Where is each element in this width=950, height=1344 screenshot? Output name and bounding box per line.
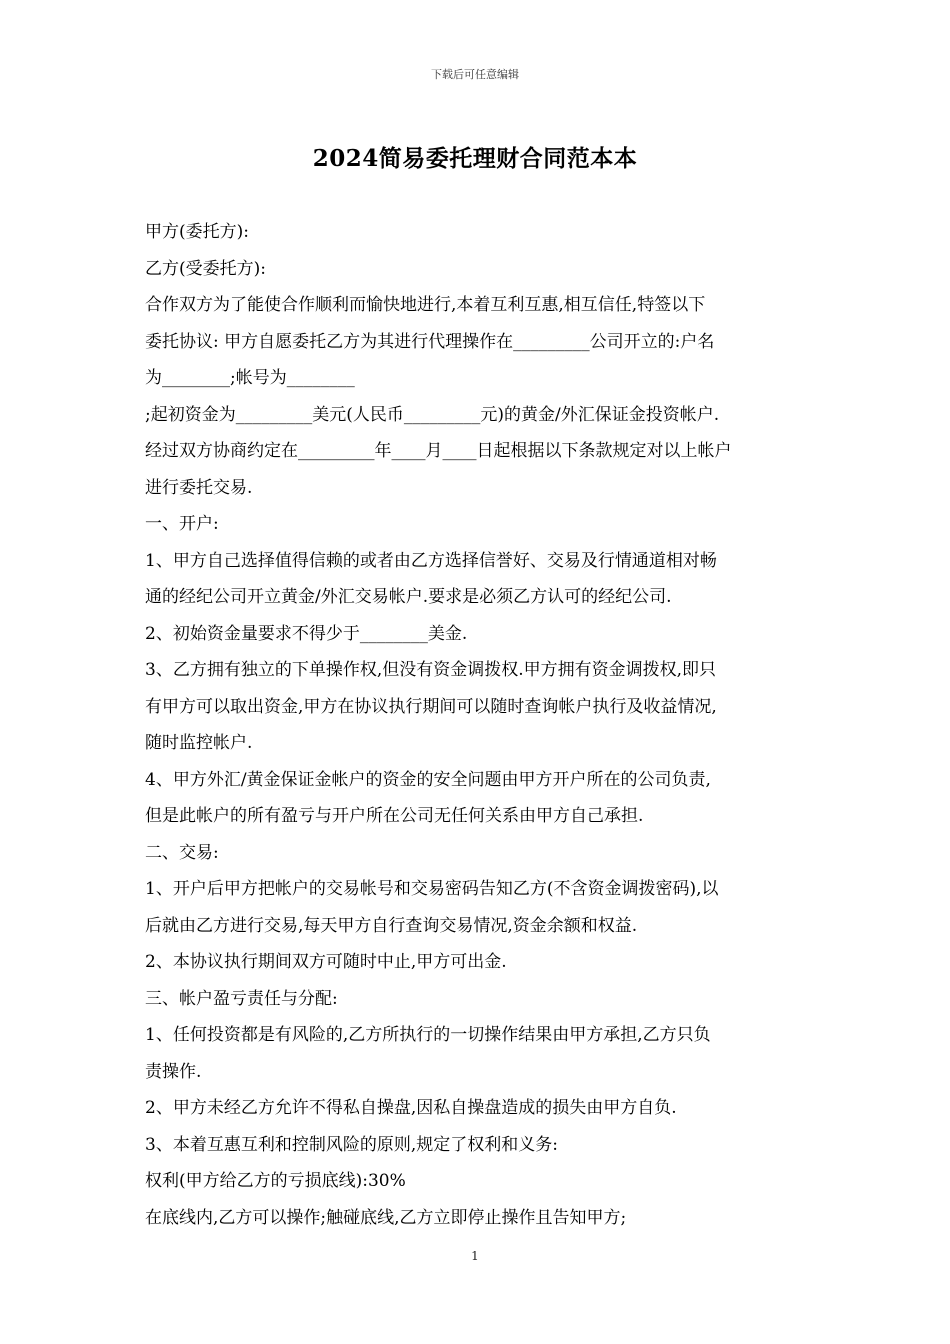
text-line: 后就由乙方进行交易,每天甲方自行查询交易情况,资金余额和权益. bbox=[145, 915, 638, 936]
page-number: 1 bbox=[471, 1249, 479, 1263]
text-line: 责操作. bbox=[145, 1061, 202, 1082]
text-line: 有甲方可以取出资金,甲方在协议执行期间可以随时查询帐户执行及收益情况, bbox=[145, 696, 717, 717]
text-line: 3、乙方拥有独立的下单操作权,但没有资金调拨权.甲方拥有资金调拨权,即只 bbox=[145, 660, 717, 680]
text-line: 乙方(受委托方): bbox=[145, 258, 266, 279]
text-line: 委托协议: 甲方自愿委托乙方为其进行代理操作在_________公司开立的:户名 bbox=[145, 331, 715, 352]
text-line: 甲方(委托方): bbox=[145, 222, 249, 242]
text-line: 随时监控帐户. bbox=[145, 733, 253, 753]
text-line: 但是此帐户的所有盈亏与开户所在公司无任何关系由甲方自己承担. bbox=[145, 806, 644, 826]
text-line: 权利(甲方给乙方的亏损底线):30% bbox=[145, 1171, 406, 1191]
text-line: 4、甲方外汇/黄金保证金帐户的资金的安全问题由甲方开户所在的公司负责, bbox=[145, 769, 711, 790]
document-title: 2024简易委托理财合同范本本 bbox=[312, 145, 638, 172]
text-line: 三、帐户盈亏责任与分配: bbox=[145, 988, 338, 1009]
text-line: 经过双方协商约定在_________年____月____日起根据以下条款规定对以上帐户 bbox=[145, 441, 732, 461]
text-line: 2、本协议执行期间双方可随时中止,甲方可出金. bbox=[145, 952, 507, 972]
text-line: 1、开户后甲方把帐户的交易帐号和交易密码告知乙方(不含资金调拨密码),以 bbox=[145, 879, 719, 899]
document-body bbox=[145, 214, 815, 1236]
text-line: 在底线内,乙方可以操作;触碰底线,乙方立即停止操作且告知甲方; bbox=[145, 1207, 627, 1228]
text-line: 一、开户: bbox=[145, 514, 219, 534]
text-line: 为________;帐号为________ bbox=[145, 368, 355, 388]
text-line: 进行委托交易. bbox=[145, 477, 253, 498]
text-line: 通的经纪公司开立黄金/外汇交易帐户.要求是必须乙方认可的经纪公司. bbox=[145, 587, 672, 607]
text-line: 3、本着互惠互利和控制风险的原则,规定了权利和义务: bbox=[145, 1134, 558, 1155]
text-line: 1、甲方自己选择值得信赖的或者由乙方选择信誉好、交易及行情通道相对畅 bbox=[145, 550, 717, 571]
text-line: 2、甲方未经乙方允许不得私自操盘,因私自操盘造成的损失由甲方自负. bbox=[145, 1098, 677, 1118]
header-note: 下载后可任意编辑 bbox=[431, 68, 519, 81]
text-line: 合作双方为了能使合作顺利而愉快地进行,本着互利互惠,相互信任,特签以下 bbox=[145, 295, 706, 315]
text-line: 二、交易: bbox=[145, 842, 219, 863]
text-line: 2、初始资金量要求不得少于________美金. bbox=[145, 623, 468, 644]
text-line: 1、任何投资都是有风险的,乙方所执行的一切操作结果由甲方承担,乙方只负 bbox=[145, 1025, 711, 1045]
text-line: ;起初资金为_________美元(人民币_________元)的黄金/外汇保证金投资帐户. bbox=[145, 404, 720, 425]
